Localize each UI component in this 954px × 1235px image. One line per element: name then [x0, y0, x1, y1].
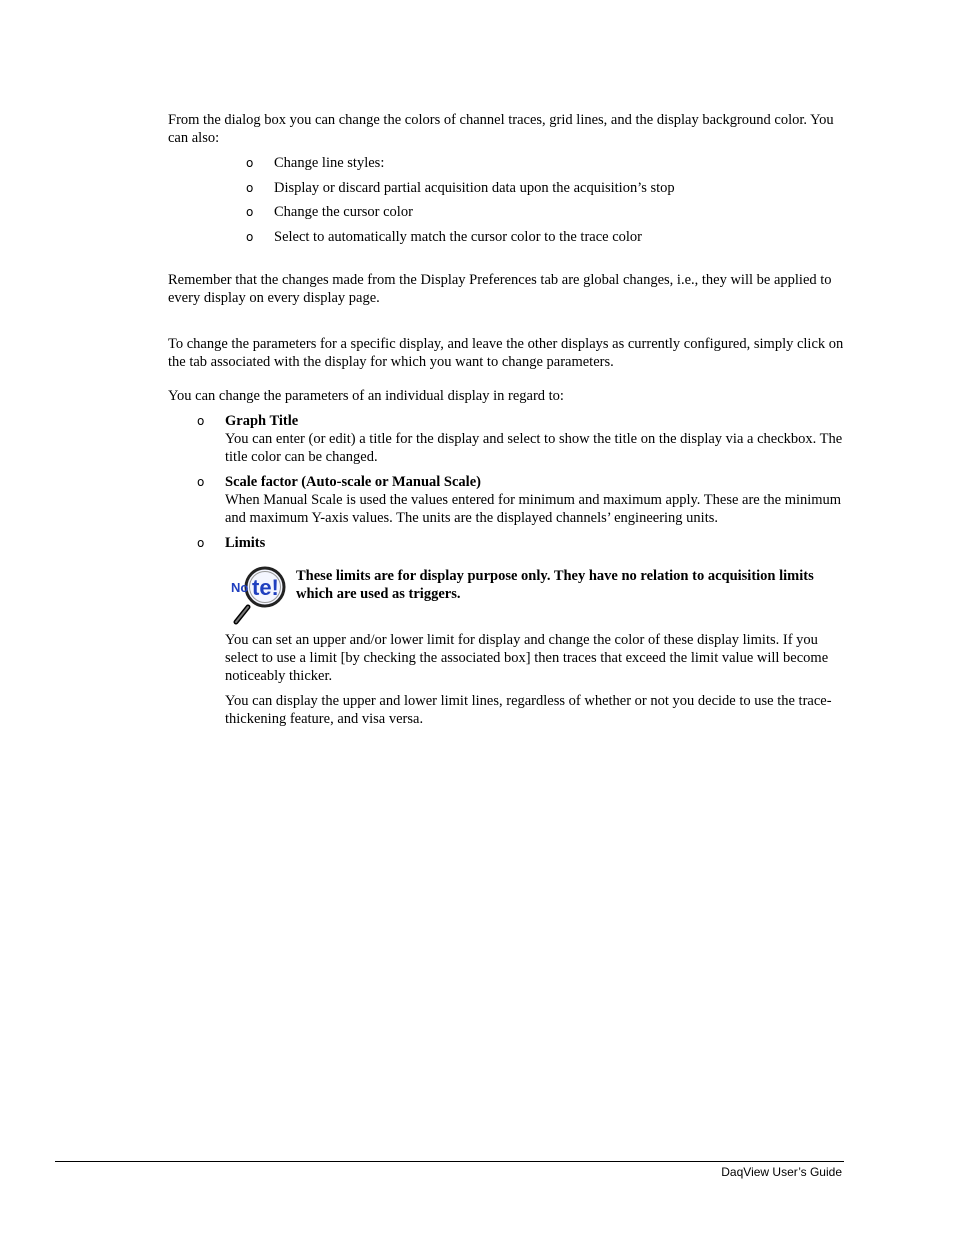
item-title: Scale factor (Auto-scale or Manual Scale) — [225, 474, 481, 490]
bullet-mark: o — [197, 414, 205, 428]
footer-guide-title: DaqView User’s Guide — [721, 1165, 842, 1179]
bullet-mark: o — [246, 180, 254, 195]
item-title: Graph Title — [225, 413, 299, 429]
list-item: o Change line styles: — [246, 155, 385, 171]
intro-paragraph: From the dialog box you can change the colors of channel traces, grid lines, and the display background color. You can also: — [168, 112, 834, 146]
item-text: When Manual Scale is used the values entered for minimum and maximum apply. These are the minimum and maximum Y-axis values. The units are the displayed channels’ engineering units. — [225, 492, 842, 526]
bullet-mark: o — [246, 156, 254, 170]
limits-paragraph: You can set an upper and/or lower limit for display and change the color of these display limits. If you select to use a limit [by checking the associated box] then traces that exceed the limit value will become noticeably thicker. — [225, 632, 829, 684]
bullet-mark: o — [246, 229, 254, 244]
item-limits — [197, 534, 847, 552]
individual-display-intro: You can change the parameters of an individual display in regard to: — [168, 388, 564, 404]
bullet-mark: o — [197, 475, 205, 489]
list-item: o Change the cursor color — [246, 204, 413, 220]
item-graph-title — [197, 412, 847, 466]
bullet-mark: o — [197, 536, 205, 550]
specific-display-paragraph: To change the parameters for a specific display, and leave the other displays as currently configured, simply click on the tab associated with the display for which you want to change parameters. — [168, 336, 844, 370]
svg-text:No: No — [231, 580, 249, 595]
footer-divider — [55, 1161, 844, 1162]
note-text: These limits are for display purpose only. They have no relation to acquisition limits which are used as triggers. — [296, 568, 814, 602]
note-magnifier-icon — [228, 565, 292, 625]
item-scale-factor — [197, 473, 847, 527]
note-callout — [228, 565, 848, 625]
list-item: o Select to automatically match the cursor color to the trace color — [246, 228, 642, 245]
global-changes-paragraph: Remember that the changes made from the Display Preferences tab are global changes, i.e., they will be applied to every display on every display page. — [168, 272, 832, 306]
item-text: You can enter (or edit) a title for the display and select to show the title on the display via a checkbox. The title color can be changed. — [225, 431, 843, 465]
svg-text:te!: te! — [252, 575, 279, 600]
limits-paragraph: You can display the upper and lower limit lines, regardless of whether or not you decide to use the trace-thickening feature, and visa versa. — [225, 693, 832, 727]
item-title: Limits — [225, 535, 266, 551]
bullet-mark: o — [246, 205, 254, 219]
intro-bullet-list — [246, 154, 675, 252]
list-item: o Display or discard partial acquisition data upon the acquisition’s stop — [246, 179, 675, 196]
